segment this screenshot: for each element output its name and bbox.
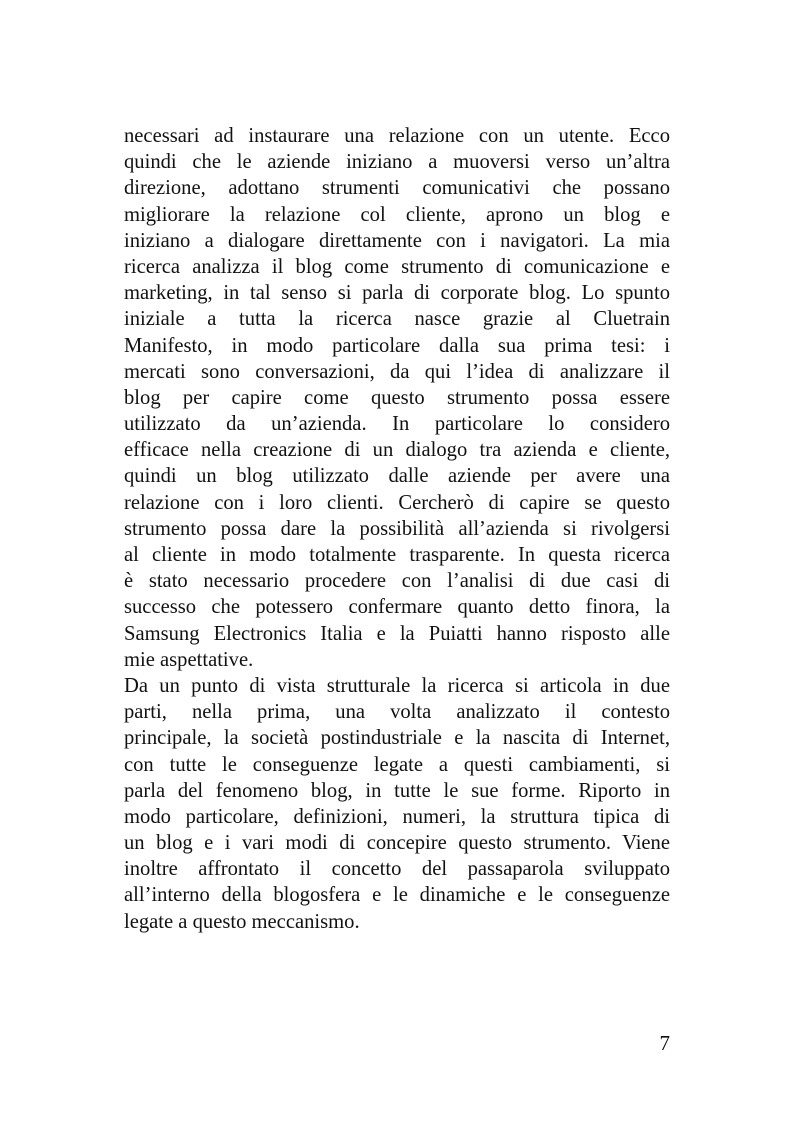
text-line: blog per capire come questo strumento possa essere bbox=[124, 386, 670, 409]
text-line: necessari ad instaurare una relazione con un utente. Ecco bbox=[124, 125, 670, 147]
text-line: parla del fenomeno blog, in tutte le sue forme. Riporto in bbox=[124, 779, 670, 802]
page-body bbox=[124, 123, 670, 935]
text-line: inoltre affrontato il concetto del passaparola sviluppato bbox=[124, 858, 670, 881]
text-line: mercati sono conversazioni, da qui l’idea di analizzare il bbox=[124, 360, 670, 383]
text-line: Manifesto, in modo particolare dalla sua prima tesi: i bbox=[124, 334, 670, 357]
text-line: efficace nella creazione di un dialogo tra azienda e cliente, bbox=[124, 439, 670, 462]
text-line: iniziano a dialogare direttamente con i navigatori. La mia bbox=[124, 229, 670, 252]
text-line: relazione con i loro clienti. Cercherò di capire se questo bbox=[124, 491, 670, 514]
text-line: principale, la società postindustriale e la nascita di Internet, bbox=[124, 727, 670, 750]
text-line: quindi un blog utilizzato dalle aziende per avere una bbox=[124, 465, 670, 488]
text-line: modo particolare, definizioni, numeri, la struttura tipica di bbox=[124, 805, 670, 828]
text-line: successo che potessero confermare quanto detto finora, la bbox=[124, 596, 670, 619]
text-line: è stato necessario procedere con l’analisi di due casi di bbox=[124, 570, 670, 593]
text-line: Da un punto di vista strutturale la ricerca si articola in due bbox=[124, 674, 670, 697]
text-line: legate a questo meccanismo. bbox=[124, 910, 360, 933]
text-line: all’interno della blogosfera e le dinamiche e le conseguenze bbox=[124, 884, 670, 907]
text-line: parti, nella prima, una volta analizzato il contesto bbox=[124, 701, 670, 724]
text-line: un blog e i vari modi di concepire questo strumento. Viene bbox=[124, 832, 670, 855]
text-line: quindi che le aziende iniziano a muoversi verso un’altra bbox=[124, 151, 670, 174]
text-line: al cliente in modo totalmente trasparente. In questa ricerca bbox=[124, 544, 670, 566]
text-line: con tutte le conseguenze legate a questi cambiamenti, si bbox=[124, 753, 670, 776]
text-line: iniziale a tutta la ricerca nasce grazie al Cluetrain bbox=[124, 308, 670, 331]
text-line: utilizzato da un’azienda. In particolare lo considero bbox=[124, 413, 670, 436]
paragraph bbox=[124, 123, 670, 673]
text-line: marketing, in tal senso si parla di corporate blog. Lo spunto bbox=[124, 282, 670, 305]
text-line: migliorare la relazione col cliente, aprono un blog e bbox=[124, 203, 670, 226]
page-number: 7 bbox=[659, 1031, 670, 1055]
text-line: direzione, adottano strumenti comunicativi che possano bbox=[124, 177, 670, 200]
paragraph bbox=[124, 673, 670, 935]
text-line: strumento possa dare la possibilità all’azienda si rivolgersi bbox=[124, 517, 670, 540]
text-line: mie aspettative. bbox=[124, 648, 254, 671]
text-line: ricerca analizza il blog come strumento di comunicazione e bbox=[124, 255, 670, 278]
text-line: Samsung Electronics Italia e la Puiatti hanno risposto alle bbox=[124, 622, 670, 645]
